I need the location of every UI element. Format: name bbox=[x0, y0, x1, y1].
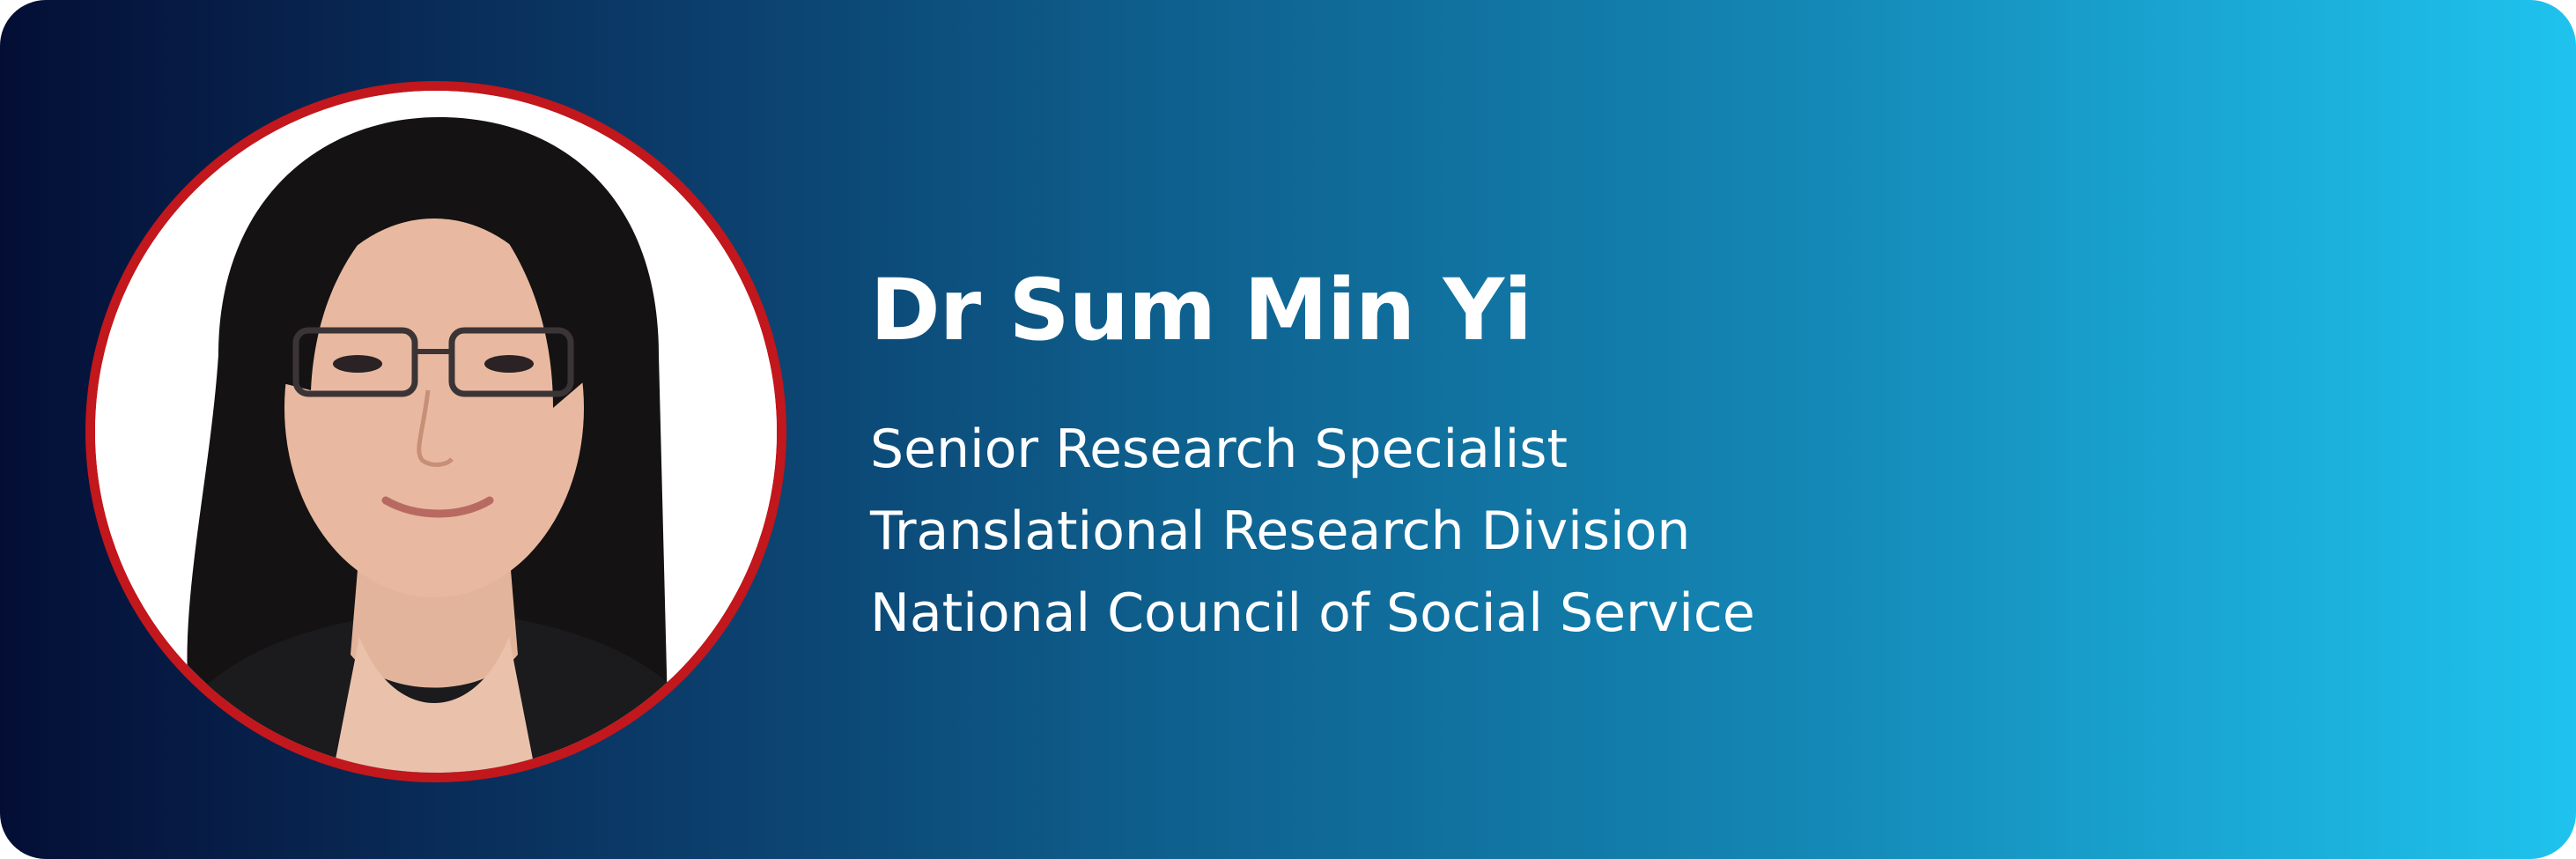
organization-name: National Council of Social Service bbox=[870, 581, 1755, 644]
job-title: Senior Research Specialist bbox=[870, 418, 1568, 480]
portrait-illustration bbox=[95, 91, 777, 773]
person-name: Dr Sum Min Yi bbox=[870, 261, 1532, 359]
portrait-frame bbox=[85, 81, 786, 782]
profile-text bbox=[870, 261, 2455, 655]
portrait-photo bbox=[95, 91, 777, 773]
division-name: Translational Research Division bbox=[870, 500, 1691, 562]
